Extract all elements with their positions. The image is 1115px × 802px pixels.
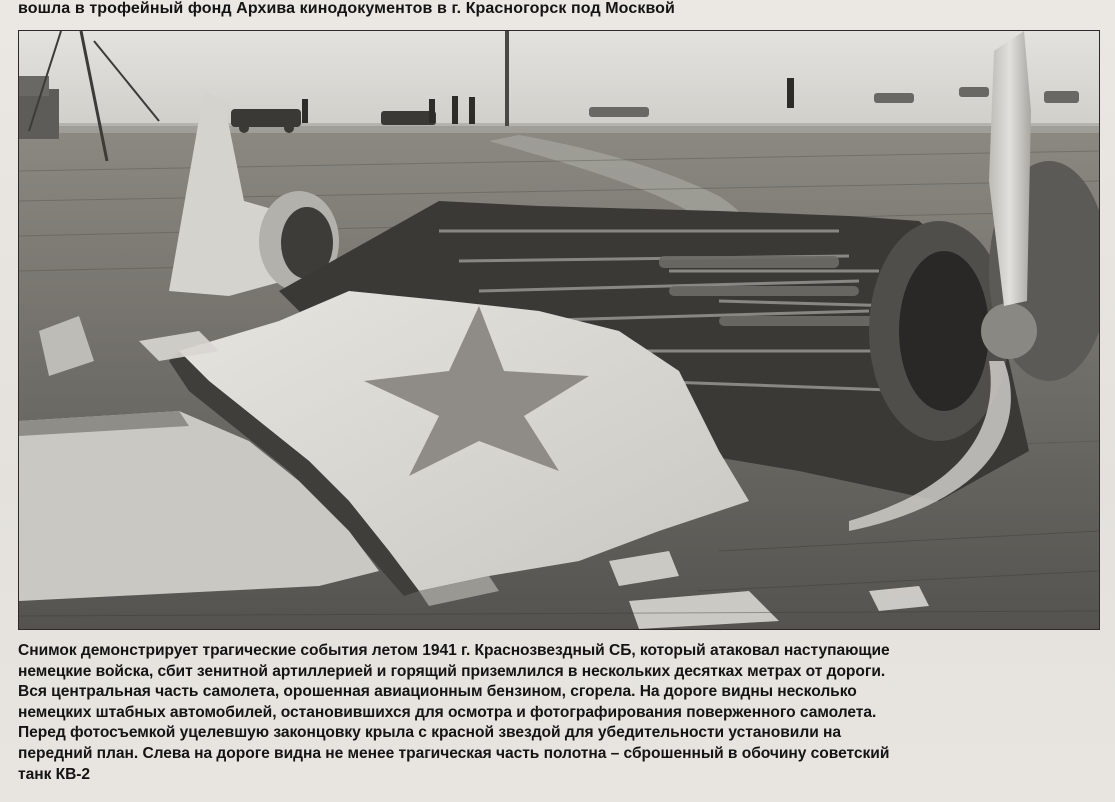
caption-line: передний план. Слева на дороге видна не менее трагическая часть полотна – сброшенный в обочину советский	[18, 744, 890, 762]
caption-line: немецких штабных автомобилей, остановившихся для осмотра и фотографирования поверженного самолета.	[18, 703, 877, 721]
caption-line: Вся центральная часть самолета, орошенная авиационным бензином, сгорела. На дороге видны несколько	[18, 683, 857, 701]
sky	[19, 31, 1099, 136]
caption-line: немецкие войска, сбит зенитной артиллерией и горящий приземлился в нескольких десятках метрах от дороги.	[18, 662, 886, 680]
archival-photo	[18, 30, 1100, 630]
photo-caption	[18, 641, 1103, 785]
caption-line: Перед фотосъемкой уцелевшую законцовку крыла с красной звездой для убедительности установили на	[18, 724, 842, 742]
previous-caption-fragment: вошла в трофейный фонд Архива кинодокументов в г. Красногорск под Москвой	[18, 0, 675, 17]
propeller-hub	[981, 303, 1037, 359]
caption-line: танк КВ-2	[18, 765, 91, 783]
telegraph-pole	[505, 31, 509, 126]
photo-illustration	[19, 31, 1099, 629]
caption-line: Снимок демонстрирует трагические события летом 1941 г. Краснозвездный СБ, который атаковал наступающие	[18, 642, 890, 659]
